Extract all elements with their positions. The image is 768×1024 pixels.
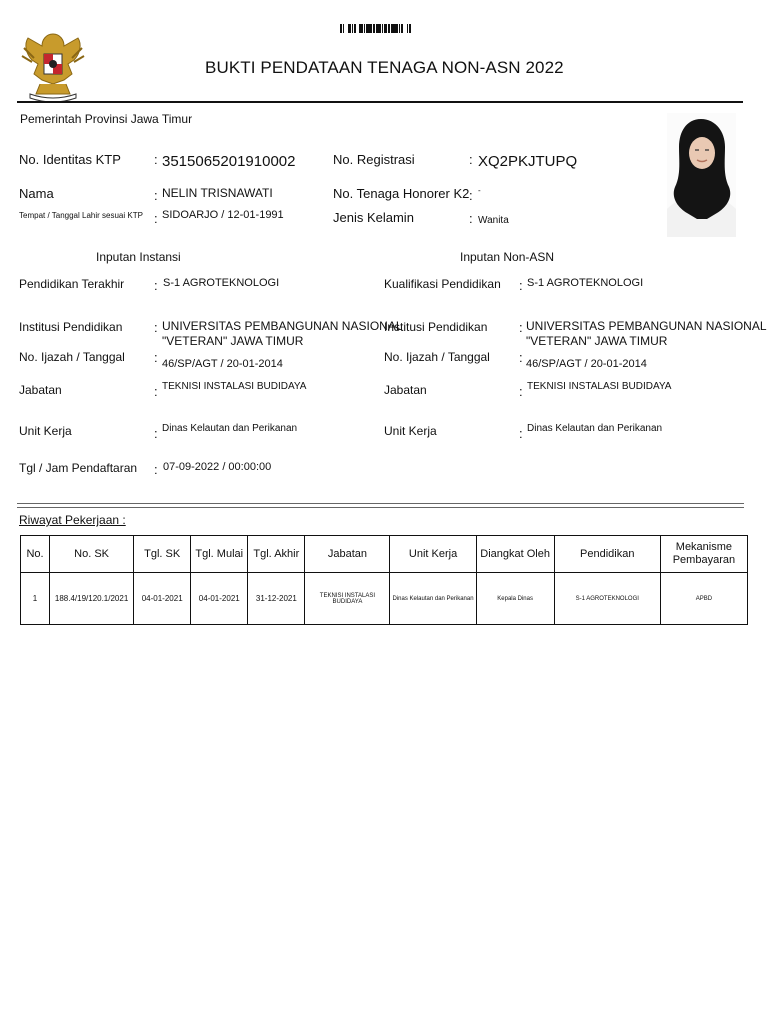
colon: : xyxy=(519,426,523,441)
table-cell: Kepala Dinas xyxy=(476,573,554,625)
name-label: Nama xyxy=(19,186,54,201)
colon: : xyxy=(519,320,523,335)
column-header: Jabatan xyxy=(305,536,390,573)
kual-value: S-1 AGROTEKNOLOGI xyxy=(527,277,644,289)
jabatan-label: Jabatan xyxy=(19,383,62,397)
k2-label: No. Tenaga Honorer K2 xyxy=(333,186,470,201)
garuda-emblem-icon xyxy=(20,28,86,104)
edu-value: S-1 AGROTEKNOLOGI xyxy=(163,277,280,289)
colon: : xyxy=(469,188,473,203)
kual-label: Kualifikasi Pendidikan xyxy=(384,277,501,291)
colon: : xyxy=(154,152,158,167)
reg-value: XQ2PKJTUPQ xyxy=(478,153,578,170)
colon: : xyxy=(154,188,158,203)
colon: : xyxy=(154,462,158,477)
colon: : xyxy=(519,350,523,365)
table-cell: APBD xyxy=(660,573,747,625)
gender-label: Jenis Kelamin xyxy=(333,210,414,225)
table-cell: 31-12-2021 xyxy=(248,573,305,625)
gender-value: Wanita xyxy=(478,215,509,226)
colon: : xyxy=(154,320,158,335)
k2-value: - xyxy=(478,186,481,195)
colon: : xyxy=(154,426,158,441)
colon: : xyxy=(154,211,158,226)
name-value: NELIN TRISNAWATI xyxy=(162,186,273,200)
ijazah-value: 46/SP/AGT / 20-01-2014 xyxy=(162,358,283,370)
inst-value-1: UNIVERSITAS PEMBANGUNAN NASIONAL xyxy=(162,319,403,333)
ktp-value: 3515065201910002 xyxy=(162,153,296,170)
inst-value-2: "VETERAN" JAWA TIMUR xyxy=(162,334,304,348)
unit-value: Dinas Kelautan dan Perikanan xyxy=(162,423,298,434)
column-header: Tgl. Akhir xyxy=(248,536,305,573)
table-cell: 04-01-2021 xyxy=(191,573,248,625)
colon: : xyxy=(469,152,473,167)
unit-label: Unit Kerja xyxy=(19,424,72,438)
birth-label: Tempat / Tanggal Lahir sesuai KTP xyxy=(19,211,143,220)
section-divider xyxy=(17,507,744,508)
colon: : xyxy=(519,384,523,399)
colon: : xyxy=(154,384,158,399)
colon: : xyxy=(154,278,158,293)
registration-time-value: 07-09-2022 / 00:00:00 xyxy=(163,461,272,473)
colon: : xyxy=(519,278,523,293)
edu-label: Pendidikan Terakhir xyxy=(19,277,125,291)
nonasn-unit-label: Unit Kerja xyxy=(384,424,437,438)
column-header: No. SK xyxy=(50,536,134,573)
nonasn-ijazah-value: 46/SP/AGT / 20-01-2014 xyxy=(526,358,647,370)
nonasn-jabatan-label: Jabatan xyxy=(384,383,427,397)
header-divider xyxy=(17,101,743,103)
ktp-label: No. Identitas KTP xyxy=(19,152,121,167)
nonasn-unit-value: Dinas Kelautan dan Perikanan xyxy=(527,423,663,434)
jabatan-value: TEKNISI INSTALASI BUDIDAYA xyxy=(162,381,307,392)
nonasn-jabatan-value: TEKNISI INSTALASI BUDIDAYA xyxy=(527,381,672,392)
page-title: BUKTI PENDATAAN TENAGA NON-ASN 2022 xyxy=(205,58,564,77)
colon: : xyxy=(154,350,158,365)
org-name: Pemerintah Provinsi Jawa Timur xyxy=(20,112,193,126)
column-header: Unit Kerja xyxy=(390,536,476,573)
table-header-row xyxy=(21,536,748,573)
section-divider xyxy=(17,503,744,504)
table-cell: 04-01-2021 xyxy=(134,573,191,625)
birth-value: SIDOARJO / 12-01-1991 xyxy=(162,209,284,221)
inst-label: Institusi Pendidikan xyxy=(19,320,123,334)
registration-time-label: Tgl / Jam Pendaftaran xyxy=(19,461,138,475)
reg-label: No. Registrasi xyxy=(333,152,415,167)
table-cell: 1 xyxy=(21,573,50,625)
work-history-heading: Riwayat Pekerjaan : xyxy=(19,513,126,527)
nonasn-ijazah-label: No. Ijazah / Tanggal xyxy=(384,350,490,364)
barcode xyxy=(340,24,428,33)
column-header: Pendidikan xyxy=(554,536,660,573)
table-cell: Dinas Kelautan dan Perikanan xyxy=(390,573,476,625)
ijazah-label: No. Ijazah / Tanggal xyxy=(19,350,125,364)
work-history-table xyxy=(20,535,748,625)
instansi-heading: Inputan Instansi xyxy=(96,250,181,264)
column-header: Diangkat Oleh xyxy=(476,536,554,573)
column-header: No. xyxy=(21,536,50,573)
table-cell: 188.4/19/120.1/2021 xyxy=(50,573,134,625)
table-row xyxy=(21,573,748,625)
column-header: Tgl. Mulai xyxy=(191,536,248,573)
table-cell: TEKNISI INSTALASI BUDIDAYA xyxy=(305,573,390,625)
nonasn-inst-value-1: UNIVERSITAS PEMBANGUNAN NASIONAL xyxy=(526,319,767,333)
column-header: Mekanisme Pembayaran xyxy=(660,536,747,573)
table-cell: S-1 AGROTEKNOLOGI xyxy=(554,573,660,625)
colon: : xyxy=(469,211,473,226)
column-header: Tgl. SK xyxy=(134,536,191,573)
profile-photo xyxy=(667,113,736,237)
nonasn-inst-value-2: "VETERAN" JAWA TIMUR xyxy=(526,334,668,348)
nonasn-heading: Inputan Non-ASN xyxy=(460,250,555,264)
nonasn-inst-label: Institusi Pendidikan xyxy=(384,320,488,334)
